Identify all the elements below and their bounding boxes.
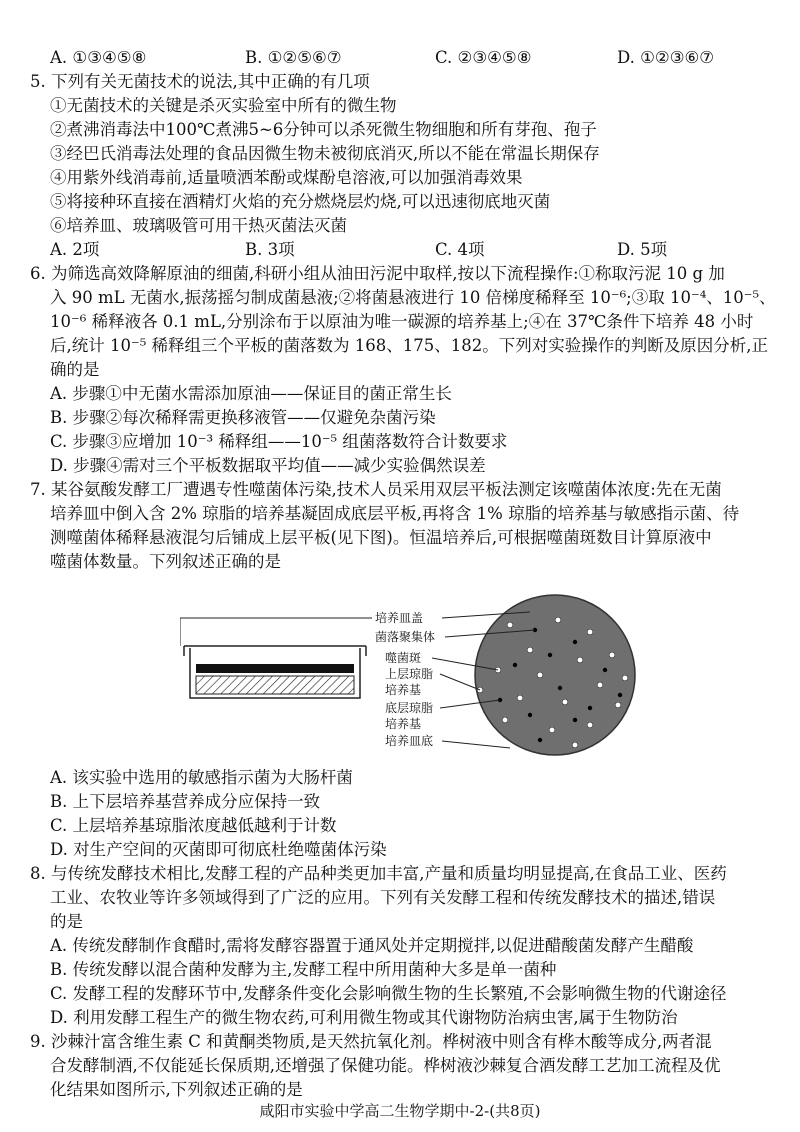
q4-option-a: A. ①③④⑤⑧ — [50, 48, 147, 67]
q7-stem-line-3: 测噬菌体稀释悬液混匀后铺成上层平板(见下图)。恒温培养后,可根据噬菌斑数目计算原液中 — [50, 528, 712, 547]
q5-option-d: D. 5项 — [617, 240, 668, 259]
q8-option-c: C. 发酵工程的发酵环节中,发酵条件变化会影响微生物的生长繁殖,不会影响微生物的代谢途径 — [50, 984, 727, 1003]
q6-option-d: D. 步骤④需对三个平板数据取平均值——减少实验偶然误差 — [50, 456, 486, 475]
q5-option-c: C. 4项 — [435, 240, 485, 259]
q6-stem-line-2: 入 90 mL 无菌水,振荡摇匀制成菌悬液;②将菌悬液进行 10 倍梯度稀释至 10⁻⁶;③取 10⁻⁴、10⁻⁵、 — [50, 288, 776, 307]
q6-stem-line-3: 10⁻⁶ 稀释液各 0.1 mL,分别涂布于以原油为唯一碳源的培养基上;④在 37℃条件下培养 48 小时 — [50, 312, 754, 331]
label-bottom-agar-medium: 培养基 — [385, 717, 422, 731]
page-footer: 咸阳市实验中学高二生物学期中-2-(共8页) — [259, 1102, 541, 1120]
q9-stem-line-1: 9. 沙棘汁富含维生素 C 和黄酮类物质,是天然抗氧化剂。桦树液中则含有桦木酸等成分,两者混 — [30, 1032, 712, 1051]
q5-option-b: B. 3项 — [245, 240, 295, 259]
q7-stem-line-4: 噬菌体数量。下列叙述正确的是 — [50, 552, 281, 571]
top-agar-layer — [196, 664, 354, 673]
double-layer-plate-diagram — [180, 590, 640, 760]
q7-stem-line-1: 7. 某谷氨酸发酵工厂遭遇专性噬菌体污染,技术人员采用双层平板法测定该噬菌体浓度:先在无菌 — [30, 480, 722, 499]
q7-option-b: B. 上下层培养基营养成分应保持一致 — [50, 792, 321, 811]
q5-item-2: ②煮沸消毒法中100℃煮沸5~6分钟可以杀死微生物细胞和所有芽孢、孢子 — [50, 120, 597, 139]
q4-option-c: C. ②③④⑤⑧ — [435, 48, 532, 67]
q6-stem-line-5: 确的是 — [50, 360, 100, 379]
q4-option-b: B. ①②⑤⑥⑦ — [245, 48, 342, 67]
q6-option-c: C. 步骤③应增加 10⁻³ 稀释组——10⁻⁵ 组菌落数符合计数要求 — [50, 432, 508, 451]
q8-stem-line-2: 工业、农牧业等许多领域得到了广泛的应用。下列有关发酵工程和传统发酵技术的描述,错误 — [50, 888, 716, 907]
q5-item-1: ①无菌技术的关键是杀灭实验室中所有的微生物 — [50, 96, 397, 115]
q7-option-a: A. 该实验中选用的敏感指示菌为大肠杆菌 — [50, 768, 353, 787]
q8-option-a: A. 传统发酵制作食醋时,需将发酵容器置于通风处并定期搅拌,以促进醋酸菌发酵产生醋酸 — [50, 936, 694, 955]
q4-option-d: D. ①②③⑥⑦ — [617, 48, 715, 67]
q9-stem-line-3: 化结果如图所示,下列叙述正确的是 — [50, 1080, 303, 1099]
q8-option-b: B. 传统发酵以混合菌种发酵为主,发酵工程中所用菌种大多是单一菌种 — [50, 960, 557, 979]
plate-disc — [475, 595, 635, 755]
label-plaque: 噬菌斑 — [385, 651, 422, 665]
q4-options — [50, 46, 770, 70]
q7-stem-line-2: 培养皿中倒入含 2% 琼脂的培养基凝固成底层平板,再将含 1% 琼脂的培养基与敏感指示菌、待 — [50, 504, 740, 523]
plate-side-view — [184, 646, 366, 698]
q7-option-d: D. 对生产空间的灭菌即可彻底杜绝噬菌体污染 — [50, 840, 387, 859]
q8-option-d: D. 利用发酵工程生产的微生物农药,可利用微生物或其代谢物防治病虫害,属于生物防治 — [50, 1008, 678, 1027]
q5-option-a: A. 2项 — [50, 240, 100, 259]
q8-stem-line-3: 的是 — [50, 912, 83, 931]
q7-option-c: C. 上层培养基琼脂浓度越低越利于计数 — [50, 816, 337, 835]
q5-options — [50, 238, 770, 262]
plate-top-view — [475, 595, 635, 755]
label-top-agar: 上层琼脂 — [385, 667, 434, 681]
q8-stem-line-1: 8. 与传统发酵技术相比,发酵工程的产品种类更加丰富,产量和质量均明显提高,在食品工业、医药 — [30, 864, 727, 883]
q5-item-6: ⑥培养皿、玻璃吸管可用干热灭菌法灭菌 — [50, 216, 347, 235]
q5-item-4: ④用紫外线消毒前,适量喷洒苯酚或煤酚皂溶液,可以加强消毒效果 — [50, 168, 523, 187]
label-bottom-agar: 底层琼脂 — [385, 701, 434, 715]
q5-item-5: ⑤将接种环直接在酒精灯火焰的充分燃烧层灼烧,可以迅速彻底地灭菌 — [50, 192, 551, 211]
q5-item-3: ③经巴氏消毒法处理的食品因微生物未被彻底消灭,所以不能在常温长期保存 — [50, 144, 600, 163]
q6-stem-line-1: 6. 为筛选高效降解原油的细菌,科研小组从油田污泥中取样,按以下流程操作:①称取污泥 10 g 加 — [30, 264, 725, 283]
label-colony: 菌落聚集体 — [375, 630, 436, 644]
label-lid: 培养皿盖 — [375, 611, 424, 625]
q5-stem: 5. 下列有关无菌技术的说法,其中正确的有几项 — [30, 72, 370, 91]
q6-option-a: A. 步骤①中无菌水需添加原油——保证目的菌正常生长 — [50, 384, 452, 403]
diagram-labels — [375, 611, 435, 748]
q6-option-b: B. 步骤②每次稀释需更换移液管——仅避免杂菌污染 — [50, 408, 436, 427]
label-top-agar-medium: 培养基 — [385, 683, 422, 697]
bottom-agar-layer — [196, 676, 354, 694]
q9-stem-line-2: 合发酵制酒,不仅能延长保质期,还增强了保健功能。桦树液沙棘复合酒发酵工艺加工流程及优 — [50, 1056, 721, 1075]
label-plate-bottom: 培养皿底 — [385, 734, 434, 748]
q6-stem-line-4: 后,统计 10⁻⁵ 稀释组三个平板的菌落数为 168、175、182。下列对实验操作的判断及原因分析,正 — [50, 336, 769, 355]
plate-lid-edges — [184, 646, 366, 656]
